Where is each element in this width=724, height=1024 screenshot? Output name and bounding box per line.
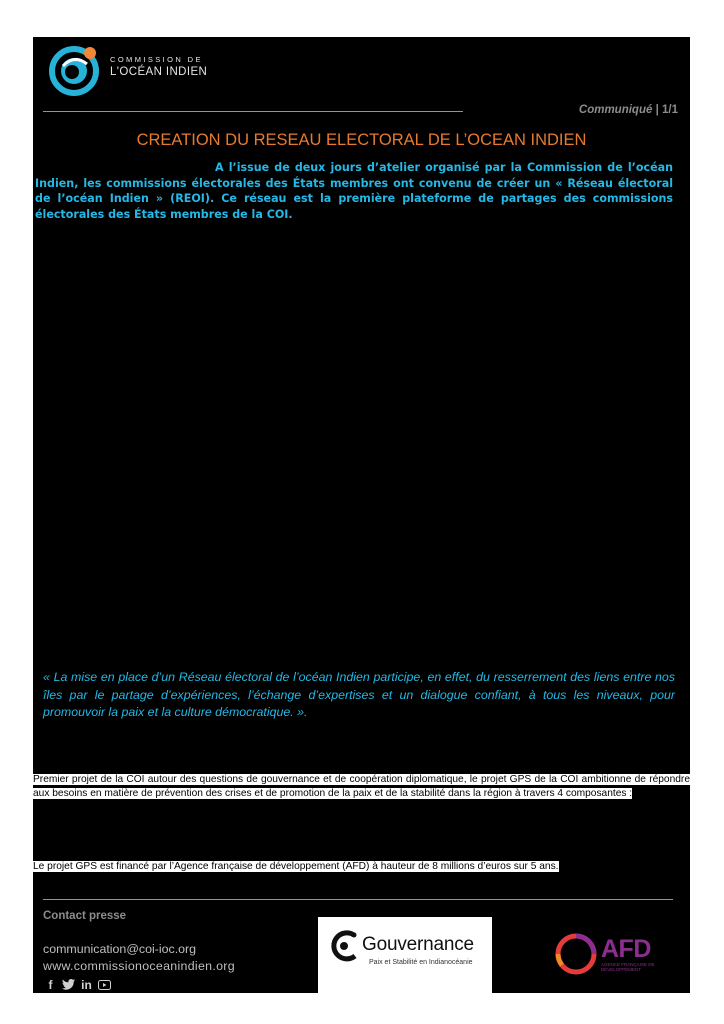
gps-funding-text: Le projet GPS est financé par l’Agence française de développement (AFD) à hauteur de 8 millions d’euros sur 5 ans. xyxy=(33,861,559,872)
linkedin-icon[interactable]: in xyxy=(81,977,92,992)
youtube-icon[interactable] xyxy=(97,977,112,992)
afd-name: AFD xyxy=(601,935,651,963)
website-link[interactable]: www.commissionoceanindien.org xyxy=(43,959,235,973)
gouvernance-mark-icon xyxy=(330,929,360,963)
gps-intro-text: Premier projet de la COI autour des questions de gouvernance et de coopération diplomatique, le projet GPS de la COI ambitionne de répondre aux besoins en matière de prévention des crises et de promotion de la paix et de la stabilité dans la région à travers 4 composantes : xyxy=(33,774,690,799)
afd-logo xyxy=(553,929,661,979)
org-name-line1: COMMISSION DE xyxy=(110,55,203,64)
gouvernance-name: Gouvernance xyxy=(362,934,474,955)
gps-intro-paragraph xyxy=(33,773,690,800)
afd-tagline: AGENCE FRANÇAISE DE DÉVELOPPEMENT xyxy=(601,962,655,972)
page-title: CREATION DU RESEAU ELECTORAL DE L’OCEAN INDIEN xyxy=(136,131,587,149)
gouvernance-tagline: Paix et Stabilité en Indianocéanie xyxy=(369,959,473,966)
contact-title: Contact presse xyxy=(43,910,127,922)
facebook-icon[interactable]: f xyxy=(48,977,53,992)
footer-divider xyxy=(43,899,673,900)
press-release-page xyxy=(33,37,690,993)
lead-paragraph: A l’issue de deux jours d’atelier organisé par la Commission de l’océan Indien, les commissions électorales des États membres ont convenu de créer un « Réseau électoral de l’océan Indien » (REOI). Ce réseau est la première plateforme de partages des commissions électorales des États membres de la COI. xyxy=(35,161,673,221)
coi-logo-icon xyxy=(49,44,101,96)
afd-ring-icon xyxy=(553,931,599,977)
gouvernance-logo xyxy=(318,917,492,993)
gps-funding-paragraph xyxy=(33,860,690,874)
quote-paragraph: « La mise en place d’un Réseau électoral de l’océan Indien participe, en effet, du resserrement des liens entre nos îles par le partage d’expériences, l’échange d’expertises et un dialogue confiant, à tous les niveaux, pour promouvoir la paix et la culture démocratique. ». xyxy=(43,670,675,720)
org-name-line2: L'OCÉAN INDIEN xyxy=(110,66,208,78)
header-divider xyxy=(43,111,463,112)
page-number: | 1/1 xyxy=(655,104,678,116)
social-links xyxy=(43,976,117,993)
twitter-icon[interactable] xyxy=(61,977,76,992)
contact-email-link[interactable]: communication@coi-ioc.org xyxy=(43,942,197,956)
doc-type-label xyxy=(579,104,678,116)
org-name xyxy=(110,55,207,78)
doc-type: Communiqué xyxy=(578,104,653,116)
